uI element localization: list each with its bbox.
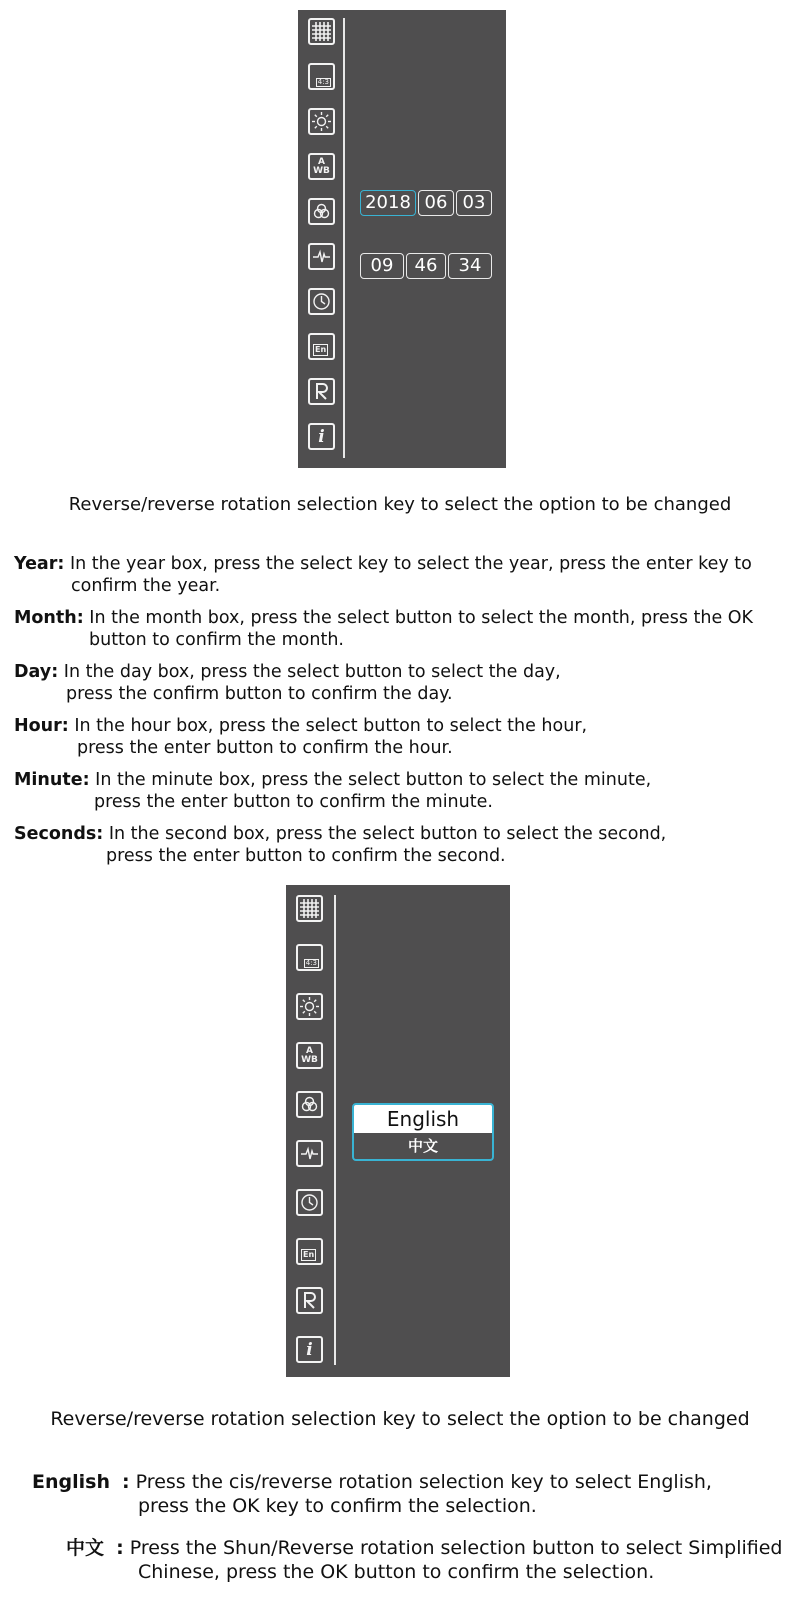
awb-top-glyph: A [318, 156, 325, 167]
date-time-menu-screen [298, 10, 506, 468]
caption-date-time: Reverse/reverse rotation selection key to select the option to be changed [68, 494, 732, 515]
language-option-english[interactable]: English [354, 1105, 492, 1133]
seconds-instruction [14, 823, 666, 867]
month-label: Month: [14, 608, 84, 628]
hour-label: Hour: [14, 716, 69, 736]
second-field[interactable]: 34 [448, 253, 492, 279]
day-field[interactable]: 03 [456, 190, 492, 216]
clock-icon[interactable] [296, 1189, 323, 1216]
english-instruction [32, 1470, 712, 1518]
language-option-chinese[interactable]: 中文 [407, 1137, 438, 1155]
chinese-line2: Chinese, press the OK button to confirm the selection. [138, 1561, 655, 1583]
language-icon[interactable] [296, 1238, 323, 1265]
waveform-icon[interactable] [296, 1140, 323, 1167]
reset-icon[interactable] [308, 378, 335, 405]
day-label: Day: [14, 662, 59, 682]
reset-icon[interactable] [296, 1287, 323, 1314]
white-balance-icon[interactable] [296, 1042, 323, 1069]
waveform-icon[interactable] [308, 243, 335, 270]
minute-label: Minute: [14, 770, 90, 790]
info-icon[interactable] [308, 423, 335, 450]
language-menu-screen [286, 885, 510, 1377]
hour-field[interactable]: 09 [360, 253, 404, 279]
year-line1: In the year box, press the select key to select the year, press the enter key to [69, 554, 752, 574]
minute-line1: In the minute box, press the select button to select the minute, [95, 770, 652, 790]
language-icon[interactable] [308, 333, 335, 360]
aspect-ratio-glyph: 4:3 [317, 78, 329, 86]
english-line2: press the OK key to confirm the selection. [138, 1495, 537, 1517]
chinese-line1: Press the Shun/Reverse rotation selection button to select Simplified [129, 1537, 783, 1559]
language-glyph: En [315, 345, 327, 354]
year-label: Year: [14, 554, 65, 574]
chinese-instruction [66, 1536, 782, 1584]
aspect-ratio-icon[interactable] [296, 944, 323, 971]
color-icon[interactable] [296, 1091, 323, 1118]
month-line1: In the month box, press the select button to select the month, press the OK [89, 608, 754, 628]
english-colon: : [122, 1471, 130, 1493]
hour-line2: press the enter button to confirm the hour. [77, 738, 453, 758]
brightness-icon[interactable] [308, 108, 335, 135]
language-select [352, 1103, 494, 1161]
language-glyph: En [303, 1250, 315, 1259]
menu-icon-column [308, 18, 335, 450]
info-icon[interactable] [296, 1336, 323, 1363]
english-label: English [32, 1471, 110, 1493]
month-instruction [14, 607, 753, 651]
seconds-line1: In the second box, press the select button to select the second, [108, 824, 667, 844]
minute-line2: press the enter button to confirm the minute. [94, 792, 493, 812]
month-field[interactable]: 06 [418, 190, 454, 216]
month-line2: button to confirm the month. [89, 630, 344, 650]
white-balance-icon[interactable] [308, 153, 335, 180]
info-glyph: i [306, 1339, 313, 1360]
day-instruction [14, 661, 561, 705]
awb-bottom-glyph: WB [301, 1054, 318, 1065]
hour-line1: In the hour box, press the select button to select the hour, [74, 716, 588, 736]
chinese-label: 中文 [66, 1537, 105, 1559]
year-instruction [14, 553, 752, 597]
day-line1: In the day box, press the select button to select the day, [63, 662, 561, 682]
hour-instruction [14, 715, 587, 759]
minute-instruction [14, 769, 651, 813]
awb-bottom-glyph: WB [313, 165, 330, 176]
year-line2: confirm the year. [71, 576, 221, 596]
menu-icon-column-2 [296, 895, 323, 1363]
aspect-ratio-icon[interactable] [308, 63, 335, 90]
minute-field[interactable]: 46 [406, 253, 446, 279]
grid-icon[interactable] [296, 895, 323, 922]
menu-divider [343, 18, 345, 458]
day-line2: press the confirm button to confirm the day. [66, 684, 453, 704]
aspect-ratio-glyph: 4:3 [305, 959, 317, 967]
info-glyph: i [318, 426, 325, 447]
year-field[interactable]: 2018 [360, 190, 416, 216]
menu-divider [334, 895, 336, 1365]
seconds-label: Seconds: [14, 824, 104, 844]
english-line1: Press the cis/reverse rotation selection key to select English, [135, 1471, 712, 1493]
color-icon[interactable] [308, 198, 335, 225]
caption-language: Reverse/reverse rotation selection key to select the option to be changed [50, 1408, 750, 1430]
seconds-line2: press the enter button to confirm the second. [106, 846, 506, 866]
chinese-colon: : [116, 1537, 124, 1559]
clock-icon[interactable] [308, 288, 335, 315]
grid-icon[interactable] [308, 18, 335, 45]
awb-top-glyph: A [306, 1045, 313, 1056]
brightness-icon[interactable] [296, 993, 323, 1020]
